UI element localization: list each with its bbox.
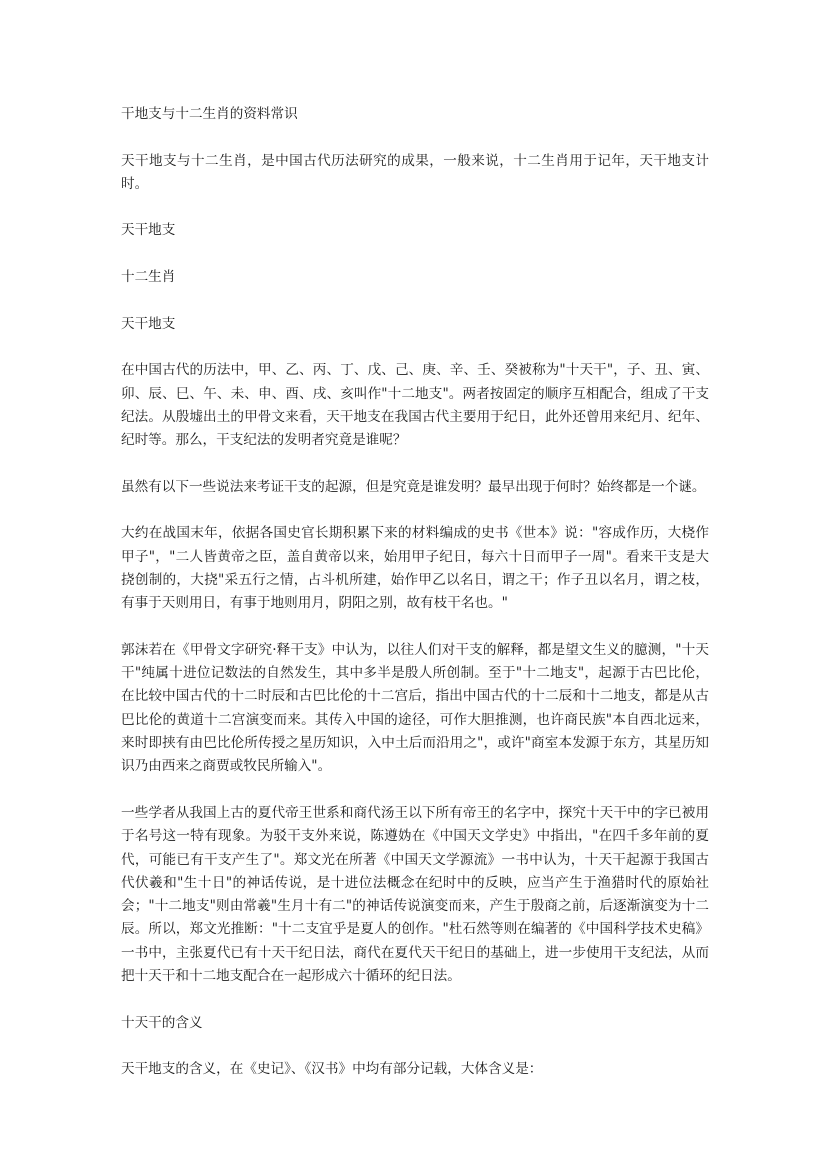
intro-paragraph: 天干地支与十二生肖，是中国古代历法研究的成果，一般来说，十二生肖用于记年，天干地支计时。 — [121, 152, 709, 192]
section-heading-tiangan-meaning: 十天干的含义 — [121, 1014, 203, 1031]
document-body — [121, 103, 709, 1105]
section-intro-paragraph: 天干地支的含义，在《史记》、《汉书》中均有部分记载，大体含义是： — [121, 1061, 543, 1078]
toc-item-shengxiao: 十二生肖 — [121, 269, 176, 286]
body-paragraph: 郭沫若在《甲骨文字研究·释干支》中认为，以往人们对干支的解释，都是望文生义的臆测，"十天干"纯属十进位记数法的自然发生，其中多半是殷人所创制。至于"十二地支"，起源于古巴比伦，在比较中国古代的十二时辰和古巴比伦的十二宫后，指出中国古代的十二辰和十二地支，都是从古巴比伦的黄道十二宫演变而来。其传入中国的途径，可作大胆推测，也许商民族"本自西北远来，来时即挟有由巴比伦所传授之星历知识，入中土后而沿用之"，或许"商室本发源于东方，其星历知识乃由西来之商贾或牧民所输入"。 — [121, 641, 709, 775]
body-paragraph: 虽然有以下一些说法来考证干支的起源，但是究竟是谁发明？最早出现于何时？始终都是一个谜。 — [121, 478, 706, 495]
body-paragraph: 在中国古代的历法中，甲、乙、丙、丁、戊、己、庚、辛、壬、癸被称为"十天干"，子、丑、寅、卯、辰、巳、午、未、申、酉、戌、亥叫作"十二地支"。两者按固定的顺序互相配合，组成了干支纪法。从殷墟出土的甲骨文来看，天干地支在我国古代主要用于纪日，此外还曾用来纪月、纪年、纪时等。那么，干支纪法的发明者究竟是谁呢？ — [121, 362, 709, 449]
body-paragraph: 一些学者从我国上古的夏代帝王世系和商代汤王以下所有帝王的名字中，探究十天干中的字已被用于名号这一特有现象。为驳干支外来说，陈遵妫在《中国天文学史》中指出，"在四千多年前的夏代，可能已有干支产生了"。郑文光在所著《中国天文学源流》一书中认为，十天干起源于我国古代伏羲和"生十日"的神话传说，是十进位法概念在纪时中的反映，应当产生于渔猎时代的原始社会；"十二地支"则由常羲"生月十有二"的神话传说演变而来，产生于殷商之前，后逐渐演变为十二辰。所以，郑文光推断："十二支宜乎是夏人的创作。"杜石然等则在编著的《中国科学技术史稿》一书中，主张夏代已有十天干纪日法，商代在夏代天干纪日的基础上，进一步使用干支纪法，从而把十天干和十二地支配合在一起形成六十循环的纪日法。 — [121, 804, 709, 984]
body-paragraph: 大约在战国末年，依据各国史官长期积累下来的材料编成的史书《世本》说："容成作历，大桡作甲子"，"二人皆黄帝之臣，盖自黄帝以来，始用甲子纪日，每六十日而甲子一周"。看来干支是大挠创制的，大挠"采五行之情，占斗机所建，始作甲乙以名日，谓之干；作子丑以名月，谓之枝，有事于天则用日，有事于地则用月，阴阳之别，故有枝干名也。" — [121, 525, 709, 612]
toc-item-tiangan-dizhi: 天干地支 — [121, 222, 176, 239]
document-title: 干地支与十二生肖的资料常识 — [121, 106, 298, 122]
section-heading-tiangan-dizhi: 天干地支 — [121, 315, 176, 332]
